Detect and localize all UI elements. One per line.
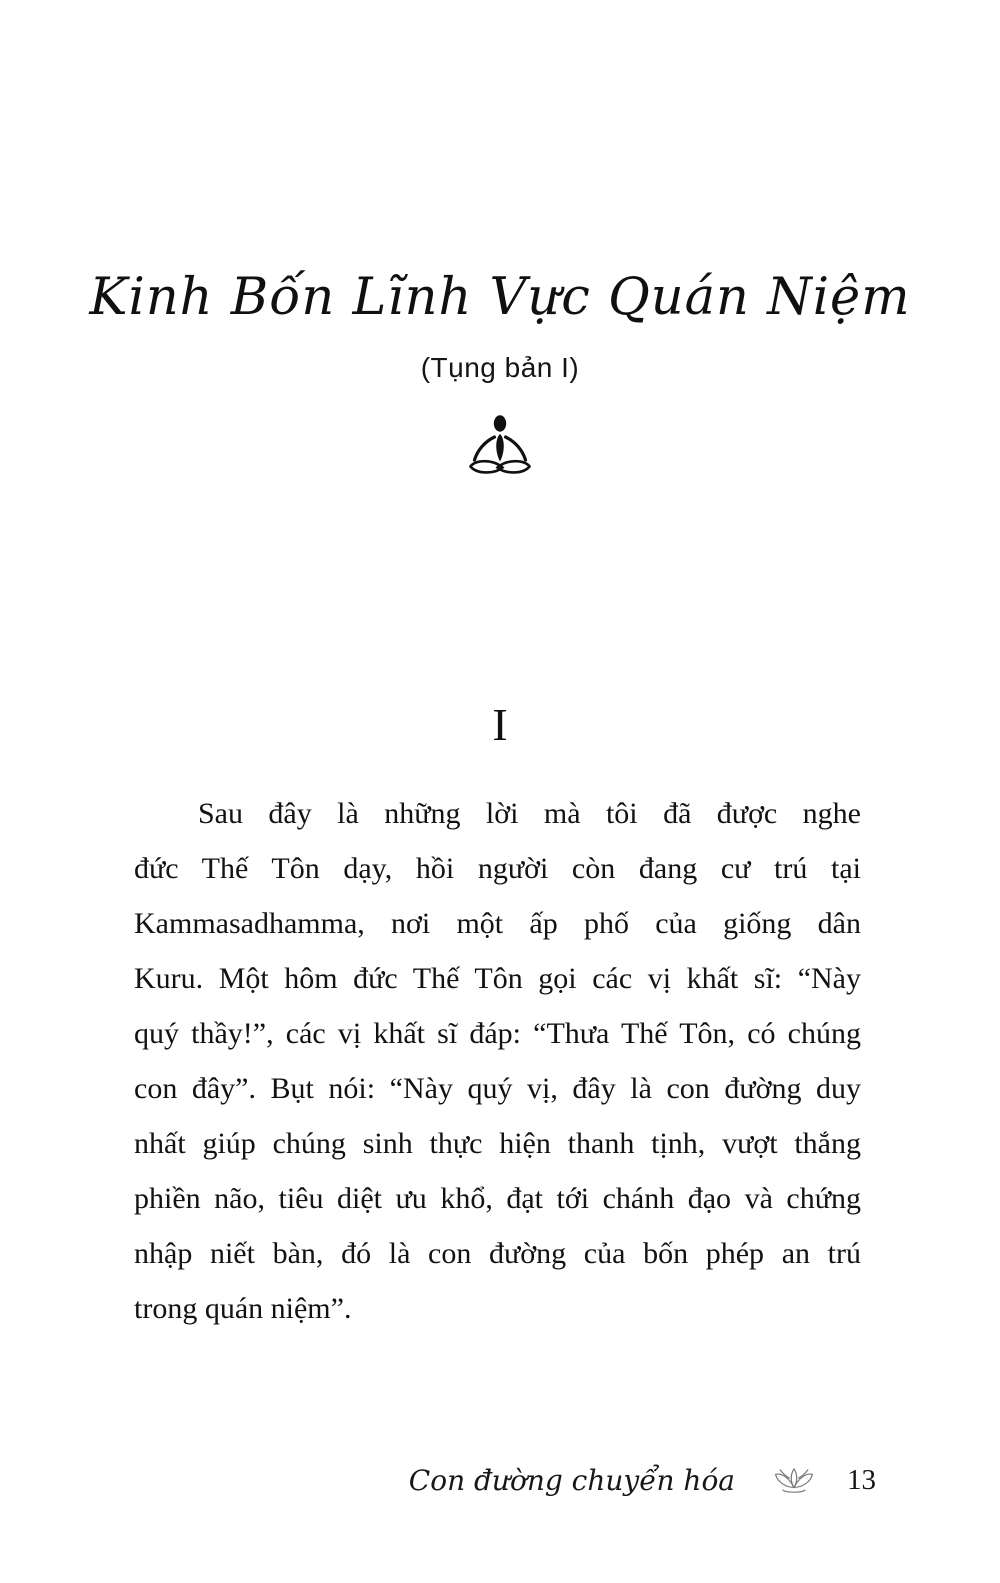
paragraph-line: con đây”. Bụt nói: “Này quý vị, đây là con đường duy [134,1072,861,1105]
footer-book-title: Con đường chuyển hóa [408,1463,735,1497]
paragraph-line: Kammasadhamma, nơi một ấp phố của giống dân [134,907,861,940]
page-footer [0,1450,1000,1510]
section-number: I [492,699,508,750]
paragraph-line: trong quán niệm”. [134,1292,352,1325]
lotus-flower-icon [771,1462,817,1498]
paragraph-line: Sau đây là những lời mà tôi đã được nghe [198,797,861,830]
paragraph-line: phiền não, tiêu diệt ưu khổ, đạt tới chánh đạo và chứng [134,1182,861,1215]
paragraph-line: nhất giúp chúng sinh thực hiện thanh tịnh, vượt thắng [134,1127,861,1160]
chapter-subtitle: (Tụng bản I) [420,352,580,383]
page-number: 13 [847,1463,876,1496]
meditation-pose-icon [463,414,537,476]
paragraph-line: nhập niết bàn, đó là con đường của bốn phép an trú [134,1237,861,1270]
paragraph-line: quý thầy!”, các vị khất sĩ đáp: “Thưa Thế Tôn, có chúng [134,1017,861,1050]
body-paragraph [134,786,861,1336]
paragraph-line: đức Thế Tôn dạy, hồi người còn đang cư trú tại [134,852,861,885]
paragraph-line: Kuru. Một hôm đức Thế Tôn gọi các vị khất sĩ: “Này [134,962,861,995]
chapter-title: Kinh Bốn Lĩnh Vực Quán Niệm [89,268,911,327]
